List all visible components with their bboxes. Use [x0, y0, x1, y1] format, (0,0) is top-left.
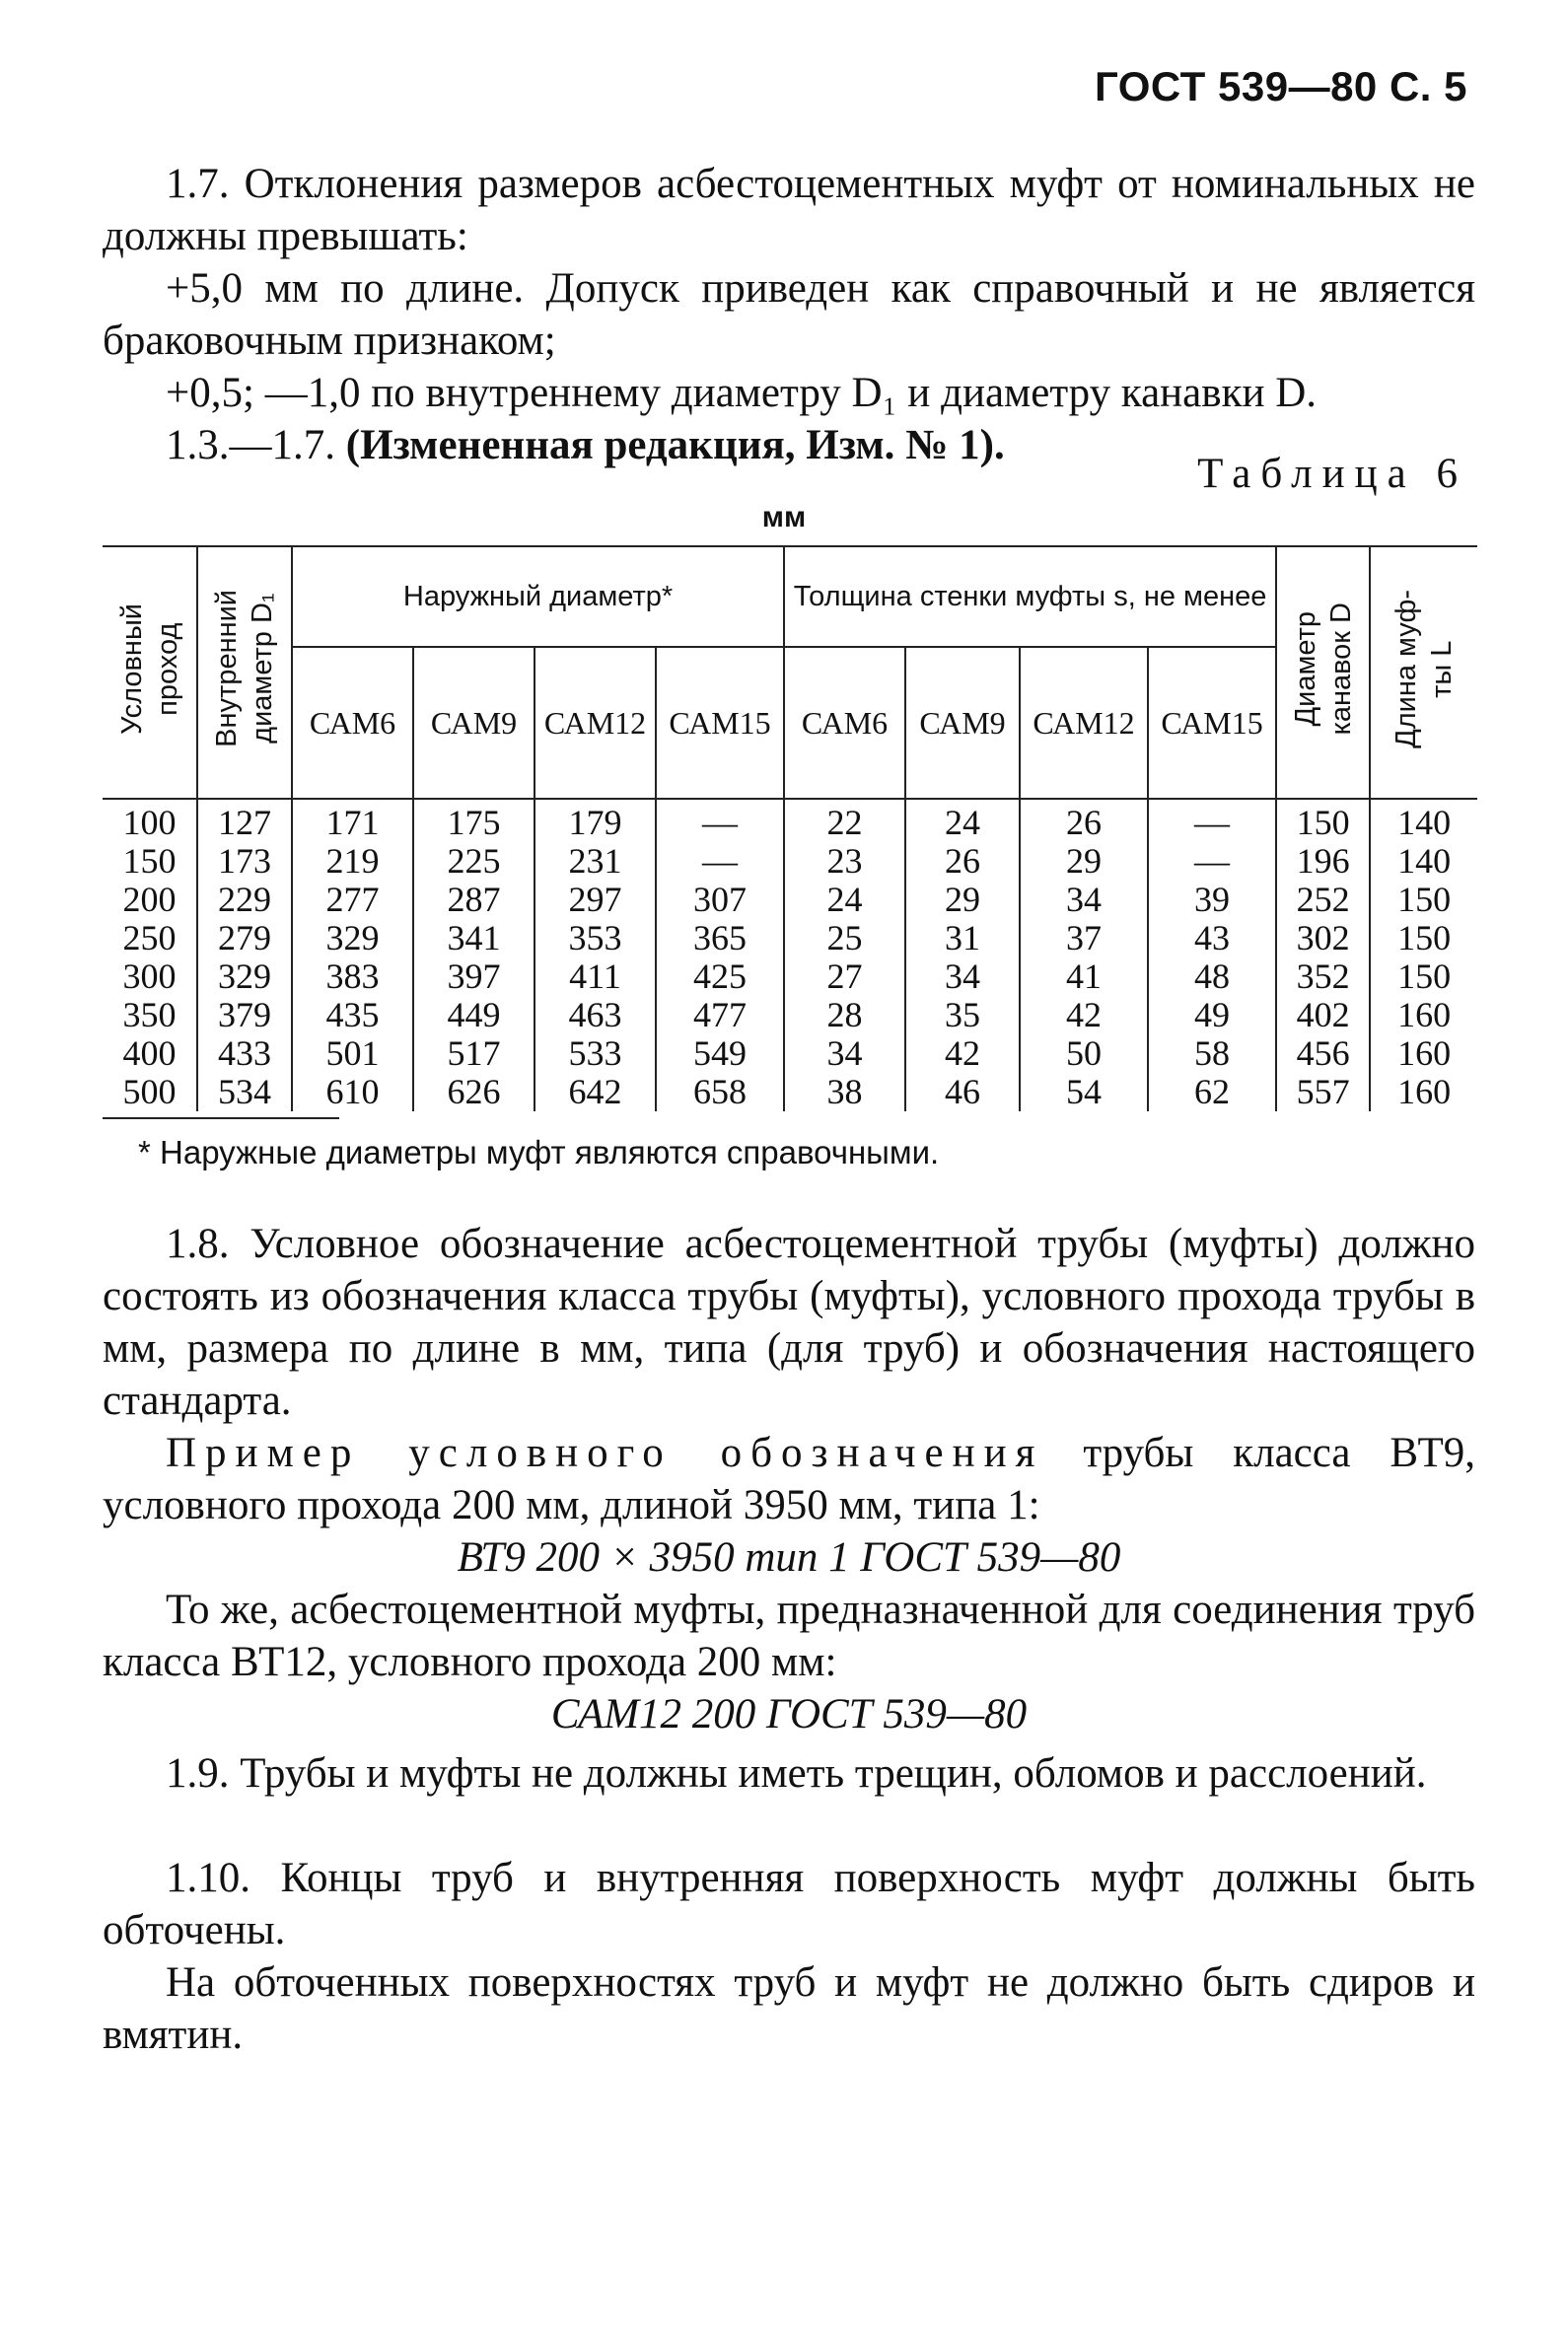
- table-row: [103, 996, 1477, 1034]
- table-cell: 250: [103, 919, 197, 957]
- table-cell: 127: [197, 799, 292, 842]
- table-cell: 171: [292, 799, 413, 842]
- table-cell: 229: [197, 881, 292, 919]
- table-cell: 397: [413, 957, 535, 996]
- paragraph-1-7: 1.7. Отклонения размеров асбестоцементных муфт от номинальных не должны превышать:: [103, 161, 1475, 259]
- paragraph-length-tolerance: +5,0 мм по длине. Допуск приведен как справочный и не является браковочным признаком;: [103, 265, 1475, 364]
- page-header: ГОСТ 539—80 С. 5: [1094, 63, 1467, 109]
- table-cell: 38: [784, 1073, 905, 1111]
- table-cell: 449: [413, 996, 535, 1034]
- header-wall-thickness: Толщина стенки муфты s, не менее: [784, 546, 1276, 647]
- subheader-wall-cam9: САМ9: [905, 647, 1020, 799]
- table-cell: 626: [413, 1073, 535, 1111]
- table-cell: 433: [197, 1034, 292, 1073]
- table-cell: 160: [1370, 1073, 1477, 1111]
- table-cell: —: [656, 799, 784, 842]
- table-cell: 150: [1370, 919, 1477, 957]
- example-paragraph: [103, 1427, 1475, 1531]
- header-inner-diameter: Внутренний диаметр D₁: [197, 546, 292, 799]
- table-cell: 302: [1276, 919, 1370, 957]
- table-cell: 383: [292, 957, 413, 996]
- table-cell: 425: [656, 957, 784, 996]
- table-cell: 26: [905, 842, 1020, 881]
- table-cell: 179: [535, 799, 656, 842]
- revision-prefix: 1.3.—1.7.: [166, 422, 346, 468]
- table-cell: 329: [292, 919, 413, 957]
- table-cell: 350: [103, 996, 197, 1034]
- revision-bold: (Измененная редакция, Изм. № 1).: [345, 422, 1005, 468]
- subheader-wall-cam12: САМ12: [1020, 647, 1148, 799]
- table-cell: 140: [1370, 799, 1477, 842]
- table-cell: 173: [197, 842, 292, 881]
- table-cell: 150: [103, 842, 197, 881]
- table-cell: 43: [1148, 919, 1276, 957]
- table-cell: 658: [656, 1073, 784, 1111]
- paragraph-1-9: 1.9. Трубы и муфты не должны иметь трещин, обломов и расслоений.: [166, 1750, 1427, 1797]
- paragraph-same-coupling: То же, асбестоцементной муфты, предназначенной для соединения труб класса ВТ12, условного прохода 200 мм:: [103, 1587, 1475, 1685]
- table-row: [103, 842, 1477, 881]
- table-cell: 34: [905, 957, 1020, 996]
- table-cell: 50: [1020, 1034, 1148, 1073]
- table-cell: 39: [1148, 881, 1276, 919]
- table-cell: 200: [103, 881, 197, 919]
- table-cell: 24: [905, 799, 1020, 842]
- table-cell: 41: [1020, 957, 1148, 996]
- table-cell: 287: [413, 881, 535, 919]
- table-cell: 48: [1148, 957, 1276, 996]
- table-row: [103, 881, 1477, 919]
- table-row: [103, 919, 1477, 957]
- table-cell: 29: [905, 881, 1020, 919]
- table-cell: 37: [1020, 919, 1148, 957]
- table-cell: 379: [197, 996, 292, 1034]
- table-cell: 501: [292, 1034, 413, 1073]
- table-cell: 22: [784, 799, 905, 842]
- table-cell: 533: [535, 1034, 656, 1073]
- table-cell: 58: [1148, 1034, 1276, 1073]
- example-text: трубы класса ВТ9, условного прохода 200 мм, длиной 3950 мм, типа 1:: [103, 1430, 1475, 1528]
- table-cell: 42: [1020, 996, 1148, 1034]
- table-cell: 549: [656, 1034, 784, 1073]
- table-cell: 175: [413, 799, 535, 842]
- table-cell: 54: [1020, 1073, 1148, 1111]
- table-cell: 642: [535, 1073, 656, 1111]
- subheader-outer-cam15: САМ15: [656, 647, 784, 799]
- subheader-outer-cam12: САМ12: [535, 647, 656, 799]
- table-cell: 28: [784, 996, 905, 1034]
- table-label: Таблица 6: [1197, 451, 1467, 497]
- table-cell: 35: [905, 996, 1020, 1034]
- header-nominal-bore: Условный проход: [103, 546, 197, 799]
- table-cell: 225: [413, 842, 535, 881]
- table-cell: 34: [1020, 881, 1148, 919]
- header-outer-diameter: Наружный диаметр*: [292, 546, 784, 647]
- table-cell: 610: [292, 1073, 413, 1111]
- table-cell: 517: [413, 1034, 535, 1073]
- header-groove-diameter: Диаметр канавок D: [1276, 546, 1370, 799]
- table-cell: 140: [1370, 842, 1477, 881]
- table-cell: 160: [1370, 996, 1477, 1034]
- table-cell: 252: [1276, 881, 1370, 919]
- table-cell: 500: [103, 1073, 197, 1111]
- subheader-wall-cam6: САМ6: [784, 647, 905, 799]
- table-cell: 297: [535, 881, 656, 919]
- example-label: Пример условного обозначения: [166, 1430, 1044, 1476]
- table-cell: 34: [784, 1034, 905, 1073]
- table-cell: 435: [292, 996, 413, 1034]
- table-row: [103, 799, 1477, 842]
- paragraph-diameter-tolerance: +0,5; —1,0 по внутреннему диаметру D₁ и диаметру канавки D.: [166, 370, 1318, 416]
- table-body: [103, 799, 1477, 1111]
- table-cell: 26: [1020, 799, 1148, 842]
- subheader-outer-cam6: САМ6: [292, 647, 413, 799]
- table-cell: 160: [1370, 1034, 1477, 1073]
- paragraph-surfaces: На обточенных поверхностях труб и муфт не должно быть сдиров и вмятин.: [103, 1959, 1475, 2058]
- table-cell: 402: [1276, 996, 1370, 1034]
- table-row: [103, 1034, 1477, 1073]
- table-cell: 46: [905, 1073, 1020, 1111]
- table-cell: 352: [1276, 957, 1370, 996]
- table-cell: 23: [784, 842, 905, 881]
- table-cell: 25: [784, 919, 905, 957]
- subheader-outer-cam9: САМ9: [413, 647, 535, 799]
- table-cell: 534: [197, 1073, 292, 1111]
- table-cell: 307: [656, 881, 784, 919]
- table-cell: 196: [1276, 842, 1370, 881]
- example-code-coupling: САМ12 200 ГОСТ 539—80: [550, 1691, 1028, 1737]
- table-cell: 31: [905, 919, 1020, 957]
- table-cell: 279: [197, 919, 292, 957]
- paragraph-1-8: 1.8. Условное обозначение асбестоцементной трубы (муфты) должно состоять из обозначения класса трубы (муфты), условного прохода трубы в мм, размера по длине в мм, типа (для труб) и обозначения настоящего стандарта.: [103, 1221, 1475, 1424]
- table-cell: 150: [1370, 881, 1477, 919]
- table-cell: 277: [292, 881, 413, 919]
- table-footnote: * Наружные диаметры муфт являются справочными.: [138, 1134, 940, 1170]
- table-cell: 300: [103, 957, 197, 996]
- table-cell: 219: [292, 842, 413, 881]
- table-cell: 353: [535, 919, 656, 957]
- table-cell: 42: [905, 1034, 1020, 1073]
- example-code-pipe: ВТ9 200 × 3950 тип 1 ГОСТ 539—80: [457, 1534, 1121, 1581]
- subheader-wall-cam15: САМ15: [1148, 647, 1276, 799]
- table-cell: 341: [413, 919, 535, 957]
- paragraph-1-10: 1.10. Концы труб и внутренняя поверхность муфт должны быть обточены.: [103, 1855, 1475, 1953]
- table-cell: 150: [1276, 799, 1370, 842]
- table-row: [103, 957, 1477, 996]
- table-cell: 463: [535, 996, 656, 1034]
- table-cell: 477: [656, 996, 784, 1034]
- table-cell: 365: [656, 919, 784, 957]
- table-cell: 27: [784, 957, 905, 996]
- table-cell: 150: [1370, 957, 1477, 996]
- table-cell: 411: [535, 957, 656, 996]
- table-cell: 49: [1148, 996, 1276, 1034]
- table-cell: —: [1148, 842, 1276, 881]
- table-cell: 329: [197, 957, 292, 996]
- table-cell: 24: [784, 881, 905, 919]
- table-cell: 456: [1276, 1034, 1370, 1073]
- table-cell: —: [1148, 799, 1276, 842]
- table-cell: 557: [1276, 1073, 1370, 1111]
- table-cell: 400: [103, 1034, 197, 1073]
- table-cell: 62: [1148, 1073, 1276, 1111]
- table-6: [103, 545, 1477, 1111]
- table-cell: 231: [535, 842, 656, 881]
- table-cell: —: [656, 842, 784, 881]
- footnote-rule: [103, 1117, 339, 1119]
- table-cell: 100: [103, 799, 197, 842]
- table-units: мм: [761, 501, 807, 533]
- table-row: [103, 1073, 1477, 1111]
- header-coupling-length: Длина муф- ты L: [1370, 546, 1477, 799]
- table-cell: 29: [1020, 842, 1148, 881]
